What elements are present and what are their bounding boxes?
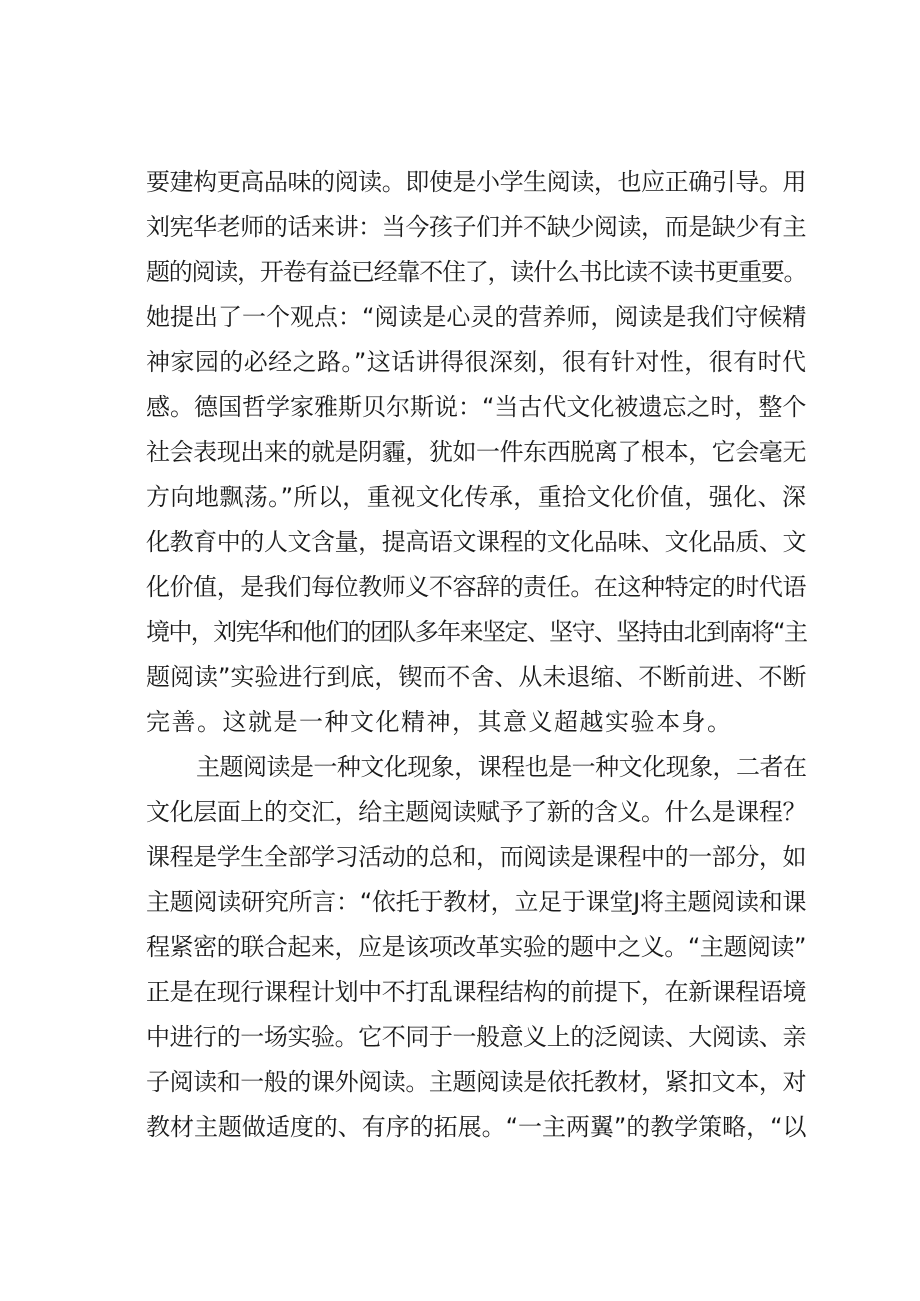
text-line: 境中，刘宪华和他们的团队多年来坚定、坚守、坚持由北到南将“主	[146, 618, 806, 646]
text-line: 正是在现行课程计划中不打乱课程结构的前提下，在新课程语境	[146, 978, 806, 1006]
text-line: 化教育中的人文含量，提高语文课程的文化品味、文化品质、文	[146, 528, 806, 556]
text-line: 主题阅读是一种文化现象，课程也是一种文化现象，二者在	[196, 753, 806, 781]
text-line: 文化层面上的交汇，给主题阅读赋予了新的含义。什么是课程？	[146, 798, 806, 826]
text-line: 她提出了一个观点：“阅读是心灵的营养师，阅读是我们守候精	[146, 303, 807, 331]
text-line: 神家园的必经之路。”这话讲得很深刻，很有针对性，很有时代	[146, 348, 806, 376]
text-line: 化价值，是我们每位教师义不容辞的责任。在这种特定的时代语	[146, 573, 806, 601]
text-line: 程紧密的联合起来，应是该项改革实验的题中之义。“主题阅读”	[146, 933, 806, 961]
text-line: 题阅读”实验进行到底，锲而不舍、从未退缩、不断前进、不断	[146, 663, 807, 691]
text-line: 完善。这就是一种文化精神，其意义超越实验本身。	[146, 708, 733, 736]
text-line: 中进行的一场实验。它不同于一般意义上的泛阅读、大阅读、亲	[146, 1023, 806, 1051]
text-line: 主题阅读研究所言：“依托于教材，立足于课堂J将主题阅读和课	[146, 888, 806, 916]
text-line: 刘宪华老师的话来讲：当今孩子们并不缺少阅读，而是缺少有主	[146, 213, 806, 241]
text-line: 社会表现出来的就是阴霾，犹如一件东西脱离了根本，它会毫无	[146, 438, 806, 466]
text-line: 课程是学生全部学习活动的总和，而阅读是课程中的一部分，如	[146, 843, 806, 871]
paragraph-1	[146, 160, 806, 745]
text-line: 子阅读和一般的课外阅读。主题阅读是依托教材，紧扣文本，对	[146, 1068, 806, 1096]
text-line: 要建构更高品味的阅读。即使是小学生阅读，也应正确引导。用	[146, 168, 806, 196]
document-body	[146, 160, 806, 1150]
text-line: 教材主题做适度的、有序的拓展。“一主两翼”的教学策略，“以	[146, 1113, 806, 1141]
paragraph-2	[146, 745, 806, 1150]
text-line: 方向地飘荡。”所以，重视文化传承，重拾文化价值，强化、深	[146, 483, 806, 511]
text-line: 题的阅读，开卷有益已经靠不住了，读什么书比读不读书更重要。	[146, 258, 806, 286]
text-line: 感。德国哲学家雅斯贝尔斯说：“当古代文化被遗忘之时，整个	[146, 393, 807, 421]
